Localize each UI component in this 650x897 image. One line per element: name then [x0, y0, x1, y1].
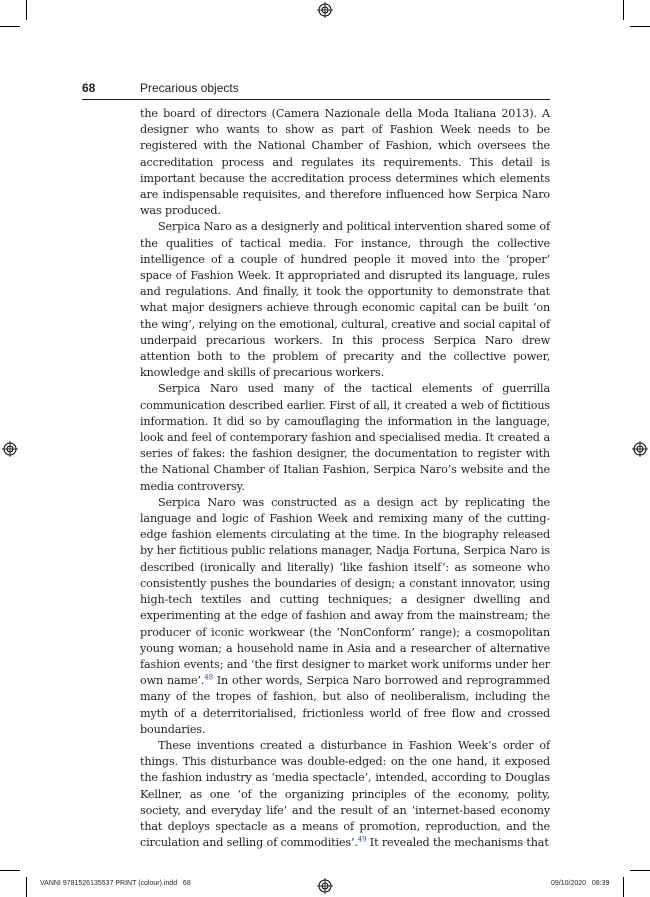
crop-mark: [0, 870, 20, 871]
crop-mark: [26, 0, 27, 20]
page-number: 68: [82, 81, 96, 95]
header-rule: [82, 99, 550, 100]
paragraph: [140, 495, 550, 738]
paragraph: [140, 106, 550, 219]
footnote-ref-48[interactable]: 48: [204, 673, 213, 682]
running-title: Precarious objects: [140, 81, 239, 95]
paragraph-text: Serpica Naro used many of the tactical elements of guerrilla communication described earlier. First of all, it created a web of fictitious information. It did so by camouflaging the information in the language, look and feel of contemporary fashion and specialised media. It created a series of fakes: the fashion designer, the documentation to register with the National Chamber of Italian Fashion, Serpica Naro’s website and the media controversy.: [140, 382, 550, 493]
paragraph: [140, 219, 550, 381]
crop-mark: [630, 870, 650, 871]
crop-mark: [623, 0, 624, 20]
slug-timestamp: 09/10/2020 08:39: [551, 880, 610, 887]
paragraph: [140, 738, 550, 851]
paragraph-text: Serpica Naro was constructed as a design act by replicating the language and logic of Fashion Week and remixing many of the cutting-edge fashion elements circulating at the time. In the biography released by her fictitious public relations manager, Nadja Fortuna, Serpica Naro is described (ironically and literally) ‘like fashion itself’: as someone who consistently pushes the boundaries of design; a constant innovator, using high-tech textiles and cutting techniques; a designer dwelling and experimenting at the edge of fashion and away from the mainstream; the producer of iconic workwear (the ‘NonConform’ range); a cosmopolitan young woman; a household name in Asia and a researcher of alternative fashion events; and ‘the first designer to market work uniforms under her own name’.: [140, 495, 550, 688]
registration-mark-icon: [317, 2, 333, 18]
paragraph-text: Serpica Naro as a designerly and political intervention shared some of the qualities of tactical media. For instance, through the collective intelligence of a couple of hundred people it moved into the ‘proper’ space of Fashion Week. It appropriated and disrupted its language, rules and regulations. And finally, it took the opportunity to demonstrate that what major designers achieve through economic capital can be built ‘on the wing’, relying on the emotional, cultural, creative and social capital of underpaid precarious workers. In this process Serpica Naro drew attention both to the problem of precarity and the collective power, knowledge and skills of precarious workers.: [140, 220, 550, 380]
crop-mark: [26, 877, 27, 897]
registration-mark-icon: [317, 878, 333, 894]
footnote-ref-49[interactable]: 49: [357, 835, 367, 844]
paragraph-text: In other words, Serpica Naro borrowed and reprogrammed many of the tropes of fashion, but also of neoliberalism, including the myth of a deterritorialised, frictionless world of free flow and crossed boundaries.: [140, 674, 550, 736]
body-text: [140, 106, 550, 851]
paragraph: [140, 381, 550, 494]
paragraph-text: These inventions created a disturbance in Fashion Week’s order of things. This disturbance was double-edged: on the one hand, it exposed the fashion industry as ‘media spectacle’, intended, according to Douglas Kellner, as one ‘of the organizing principles of the economy, polity, society, and everyday life’ and the result of an ‘internet-based economy that deploys spectacle as a means of promotion, reproduction, and the circulation and selling of commodities’.: [140, 738, 550, 850]
registration-mark-icon: [632, 441, 648, 457]
slug-file-info: VANNI 9781526135537 PRINT (colour).indd 68: [40, 880, 191, 887]
crop-mark: [0, 26, 20, 27]
paragraph-text: the board of directors (Camera Nazionale della Moda Italiana 2013). A designer who wants to show as part of Fashion Week needs to be registered with the National Chamber of Fashion, which oversees the accreditation process and regulates its requirements. This detail is important because the accreditation process determines which elements are indispensable requisites, and therefore influenced how Serpica Naro was produced.: [140, 107, 550, 218]
crop-mark: [630, 26, 650, 27]
paragraph-text: It revealed the mechanisms that: [366, 836, 549, 850]
registration-mark-icon: [2, 441, 18, 457]
crop-mark: [623, 877, 624, 897]
